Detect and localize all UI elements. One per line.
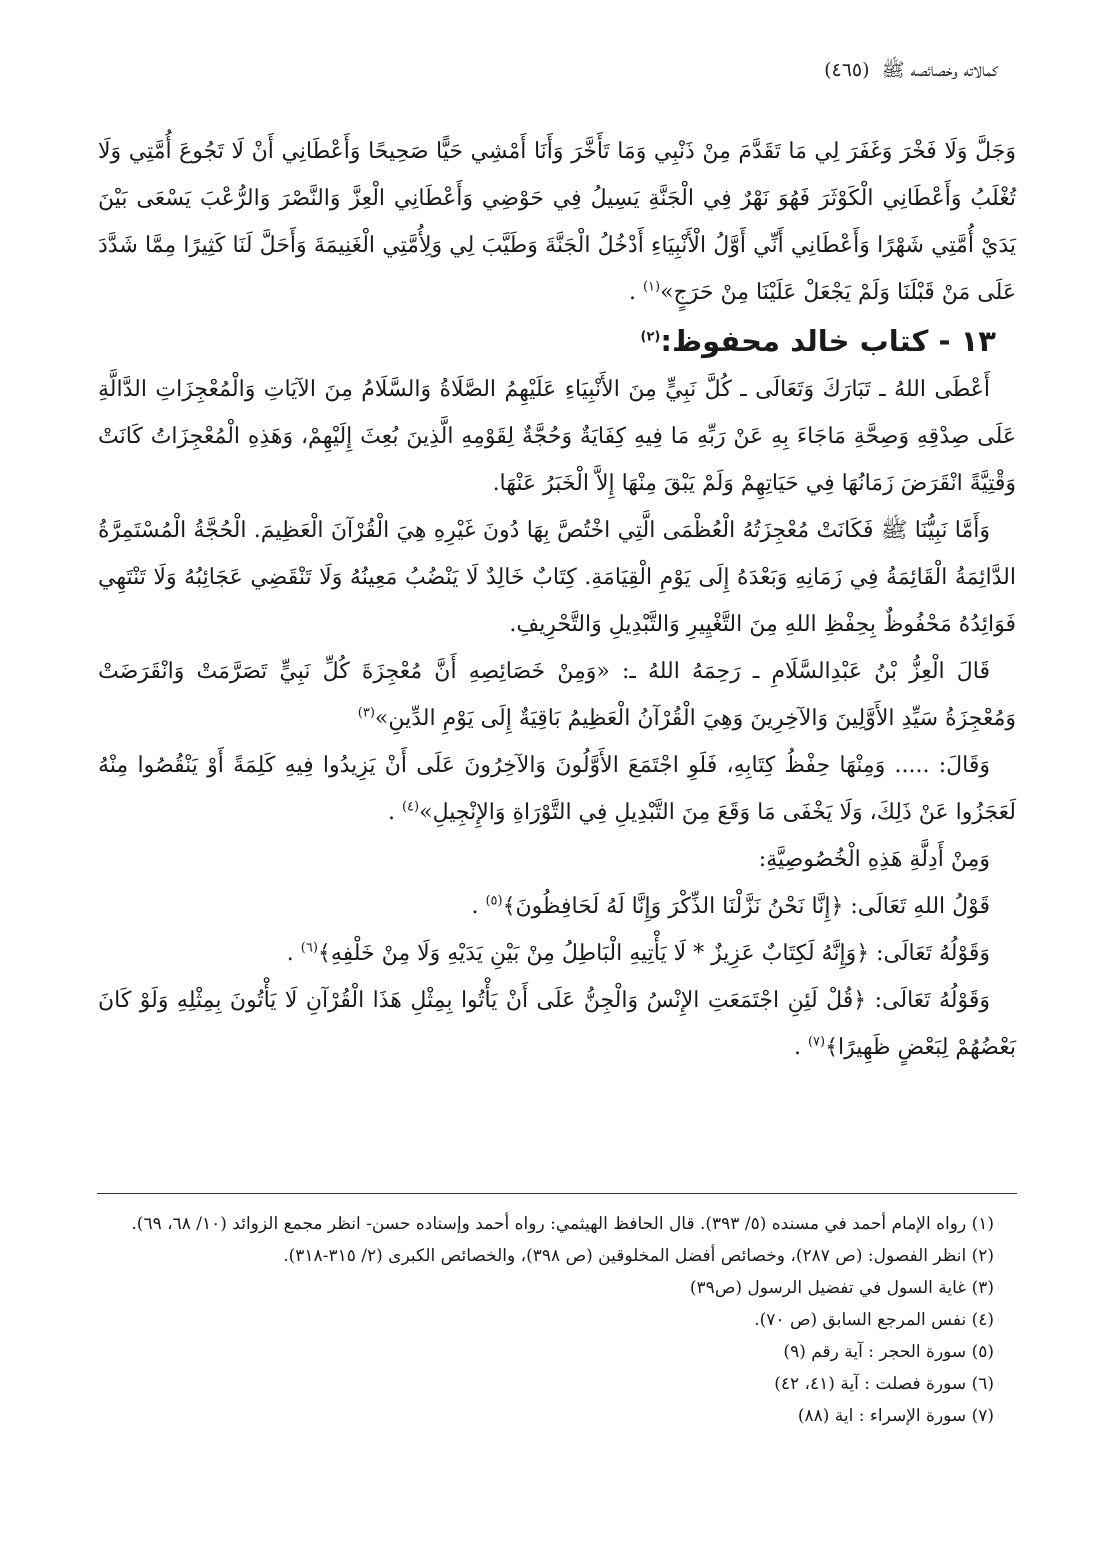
footnote-ref-3[interactable]: (٣) <box>357 705 375 721</box>
paragraph-quote-izz: قَالَ الْعِزُّ بْنُ عَبْدِالسَّلَامِ ـ رَحِمَهُ اللهُ ـ: «وَمِنْ خَصَائِصِهِ أَنَّ مُعْجِزَةَ كُلِّ نَبِيٍّ تَصَرَّمَتْ وَانْقَرَضَتْ وَمُعْجِزَةُ سَيِّدِ الأَوَّلِينَ وَالآخِرِينَ وَهِيَ الْقُرْآنُ الْعَظِيمُ بَاقِيَةٌ إِلَى يَوْمِ الدِّينِ»$^{(٣)}$ <box>98 659 1016 731</box>
paragraph-quran-miracle: وَأَمَّا نَبِيُّنَا ﷺ فَكَانَتْ مُعْجِزَتُهُ الْعُظْمَى الَّتِي اخْتُصَّ بِهَا دُونَ غَيْرِهِ هِيَ الْقُرْآنَ الْعَظِيمَ. الْحُجَّةُ الْمُسْتَمِرَّةُ الدَّائِمَةُ الْقَائِمَةُ فِي زَمَانِهِ وَبَعْدَهُ إِلَى يَوْمِ الْقِيَامَةِ. كِتَابٌ خَالِدٌ لَا يَنْضُبُ مَعِينُهُ وَلَا تَنْقَضِي عَجَائِبُهُ وَلَا تَنْتَهِي فَوَائِدُهُ مَحْفُوظٌ بِحِفْظِ اللهِ مِنَ التَّغْيِيرِ وَالتَّبْدِيلِ وَالتَّحْرِيفِ. <box>98 518 1016 637</box>
footnote-ref-2[interactable]: (٢) <box>640 329 661 345</box>
paragraph-preservation: وَقَالَ: ..... وَمِنْهَا حِفْظُ كِتَابِهِ، فَلَوِ اجْتَمَعَ الأَوَّلُونَ وَالآخِرُونَ عَلَى أَنْ يَزِيدُوا فِيهِ كَلِمَةً أَوْ يَنْقُصُوا مِنْهُ لَعَجَزُوا عَنْ ذَلِكَ، وَلَا يَخْفَى مَا وَقَعَ مِنَ التَّبْدِيلِ فِي التَّوْرَاةِ وَالإِنْجِيلِ»$^{(٤)}$ . <box>98 753 1016 825</box>
footnote-ref-7[interactable]: (٧) <box>807 1034 826 1050</box>
paragraph-verse-fussilat: وَقَوْلُهُ تَعَالَى: ﴿وَإِنَّهُ لَكِتَابٌ عَزِيزٌ * لَا يَأْتِيهِ الْبَاطِلُ مِنْ بَيْنِ يَدَيْهِ وَلَا مِنْ خَلْفِهِ﴾$^{(٦)}$ . <box>286 940 990 966</box>
running-title: كمالاته وخصائصه ﷺ <box>881 59 998 81</box>
footnote-ref-5[interactable]: (٥) <box>485 893 503 909</box>
section-heading: ١٣ - كتاب خالد محفوظ:$^{(٢)}$ <box>640 324 996 358</box>
paragraph-hadith-continuation: وَجَلَّ وَلَا فَخْرَ وَغَفَرَ لِي مَا تَقَدَّمَ مِنْ ذَنْبِي وَمَا تَأَخَّرَ وَأَنَا أَمْشِي حَيًّا صَحِيحًا وَأَعْطَانِي أَنْ لَا تَجُوعَ أُمَّتِي وَلَا تُغْلَبُ وَأَعْطَانِي الْكَوْثَرَ فَهُوَ نَهْرٌ فِي الْجَنَّةِ يَسِيلُ فِي حَوْضِي وَأَعْطَانِي الْعِزَّ وَالنَّصْرَ وَالرُّعْبَ يَسْعَى بَيْنَ يَدَيْ أُمَّتِي شَهْرًا وَأَعْطَانِي أَنِّي أَوَّلُ الْأَنْبِيَاءِ أَدْخُلُ الْجَنَّةَ وَطَيَّبَ لِي وَلِأُمَّتِي الْغَنِيمَةَ وَأَحَلَّ لَنَا كَثِيرًا مِمَّا شَدَّدَ عَلَى مَنْ قَبْلَنَا وَلَمْ يَجْعَلْ عَلَيْنَا مِنْ حَرَجٍ»$^{(١)}$ . <box>98 139 1016 305</box>
footnote-6: (٦) سورة فصلت : آية (٤١، ٤٢) <box>774 1374 994 1394</box>
footnote-divider <box>97 1193 1017 1194</box>
running-header <box>824 58 998 86</box>
footnote-7: (٧) سورة الإسراء : اية (٨٨) <box>797 1406 994 1426</box>
footnote-5: (٥) سورة الحجر : آية رقم (٩) <box>783 1342 994 1362</box>
footnotes <box>98 1208 1018 1432</box>
paragraph-evidence-intro: وَمِنْ أَدِلَّةِ هَذِهِ الْخُصُوصِيَّةِ: <box>758 847 990 872</box>
paragraph-miracles: أَعْطَى اللهُ ـ تَبَارَكَ وَتَعَالَى ـ كُلَّ نَبِيٍّ مِنَ الأَنْبِيَاءِ عَلَيْهِمُ الصَّلَاةُ وَالسَّلَامُ مِنَ الآيَاتِ وَالْمُعْجِزَاتِ الدَّالَّةِ عَلَى صِدْقِهِ وَصِحَّةِ مَاجَاءَ بِهِ عَنْ رَبِّهِ مَا فِيهِ كِفَايَةٌ وَحُجَّةٌ لِقَوْمِهِ الَّذِينَ بُعِثَ إِلَيْهِمْ، وَهَذِهِ الْمُعْجِزَاتُ كَانَتْ وَقْتِيَّةً انْقَرَضَ زَمَانُهَا فِي حَيَاتِهِمْ وَلَمْ يَبْقَ مِنْهَا إِلاَّ الْخَبَرُ عَنْهَا. <box>98 377 1016 496</box>
main-text <box>98 128 1016 1071</box>
footnote-3: (٣) غاية السول في تفضيل الرسول (ص٣٩) <box>689 1278 994 1298</box>
paragraph-verse-isra: وَقَوْلُهُ تَعَالَى: ﴿قُلْ لَئِنِ اجْتَمَعَتِ الإِنْسُ وَالْجِنُّ عَلَى أَنْ يَأْتُوا بِمِثْلِ هَذَا الْقُرْآنِ لَا يَأْتُونَ بِمِثْلِهِ وَلَوْ كَانَ بَعْضُهُمْ لِبَعْضٍ ظَهِيرًا﴾$^{(٧)}$ . <box>98 988 1016 1060</box>
footnote-4: (٤) نفس المرجع السابق (ص ٧٠). <box>754 1310 994 1330</box>
page-number: (٤٦٥) <box>824 59 870 81</box>
footnote-ref-6[interactable]: (٦) <box>300 940 318 956</box>
footnote-ref-4[interactable]: (٤) <box>401 799 420 815</box>
footnote-ref-1[interactable]: (١) <box>642 279 661 295</box>
paragraph-verse-hijr: قَوْلُ اللهِ تَعَالَى: ﴿إِنَّا نَحْنُ نَزَّلْنَا الذِّكْرَ وَإِنَّا لَهُ لَحَافِظُونَ﴾$^{(٥)}$ . <box>471 893 990 919</box>
footnote-1: (١) رواه الإمام أحمد في مسنده (٥/ ٣٩٣). قال الحافظ الهيثمي: رواه أحمد وإسناده حسن- انظر مجمع الزوائد (١٠/ ٦٨، ٦٩). <box>131 1214 994 1234</box>
footnote-2: (٢) انظر الفصول: (ص ٢٨٧)، وخصائص أفضل المخلوقين (ص ٣٩٨)، والخصائص الكبرى (٢/ ٣١٥-٣١٨). <box>283 1246 994 1266</box>
